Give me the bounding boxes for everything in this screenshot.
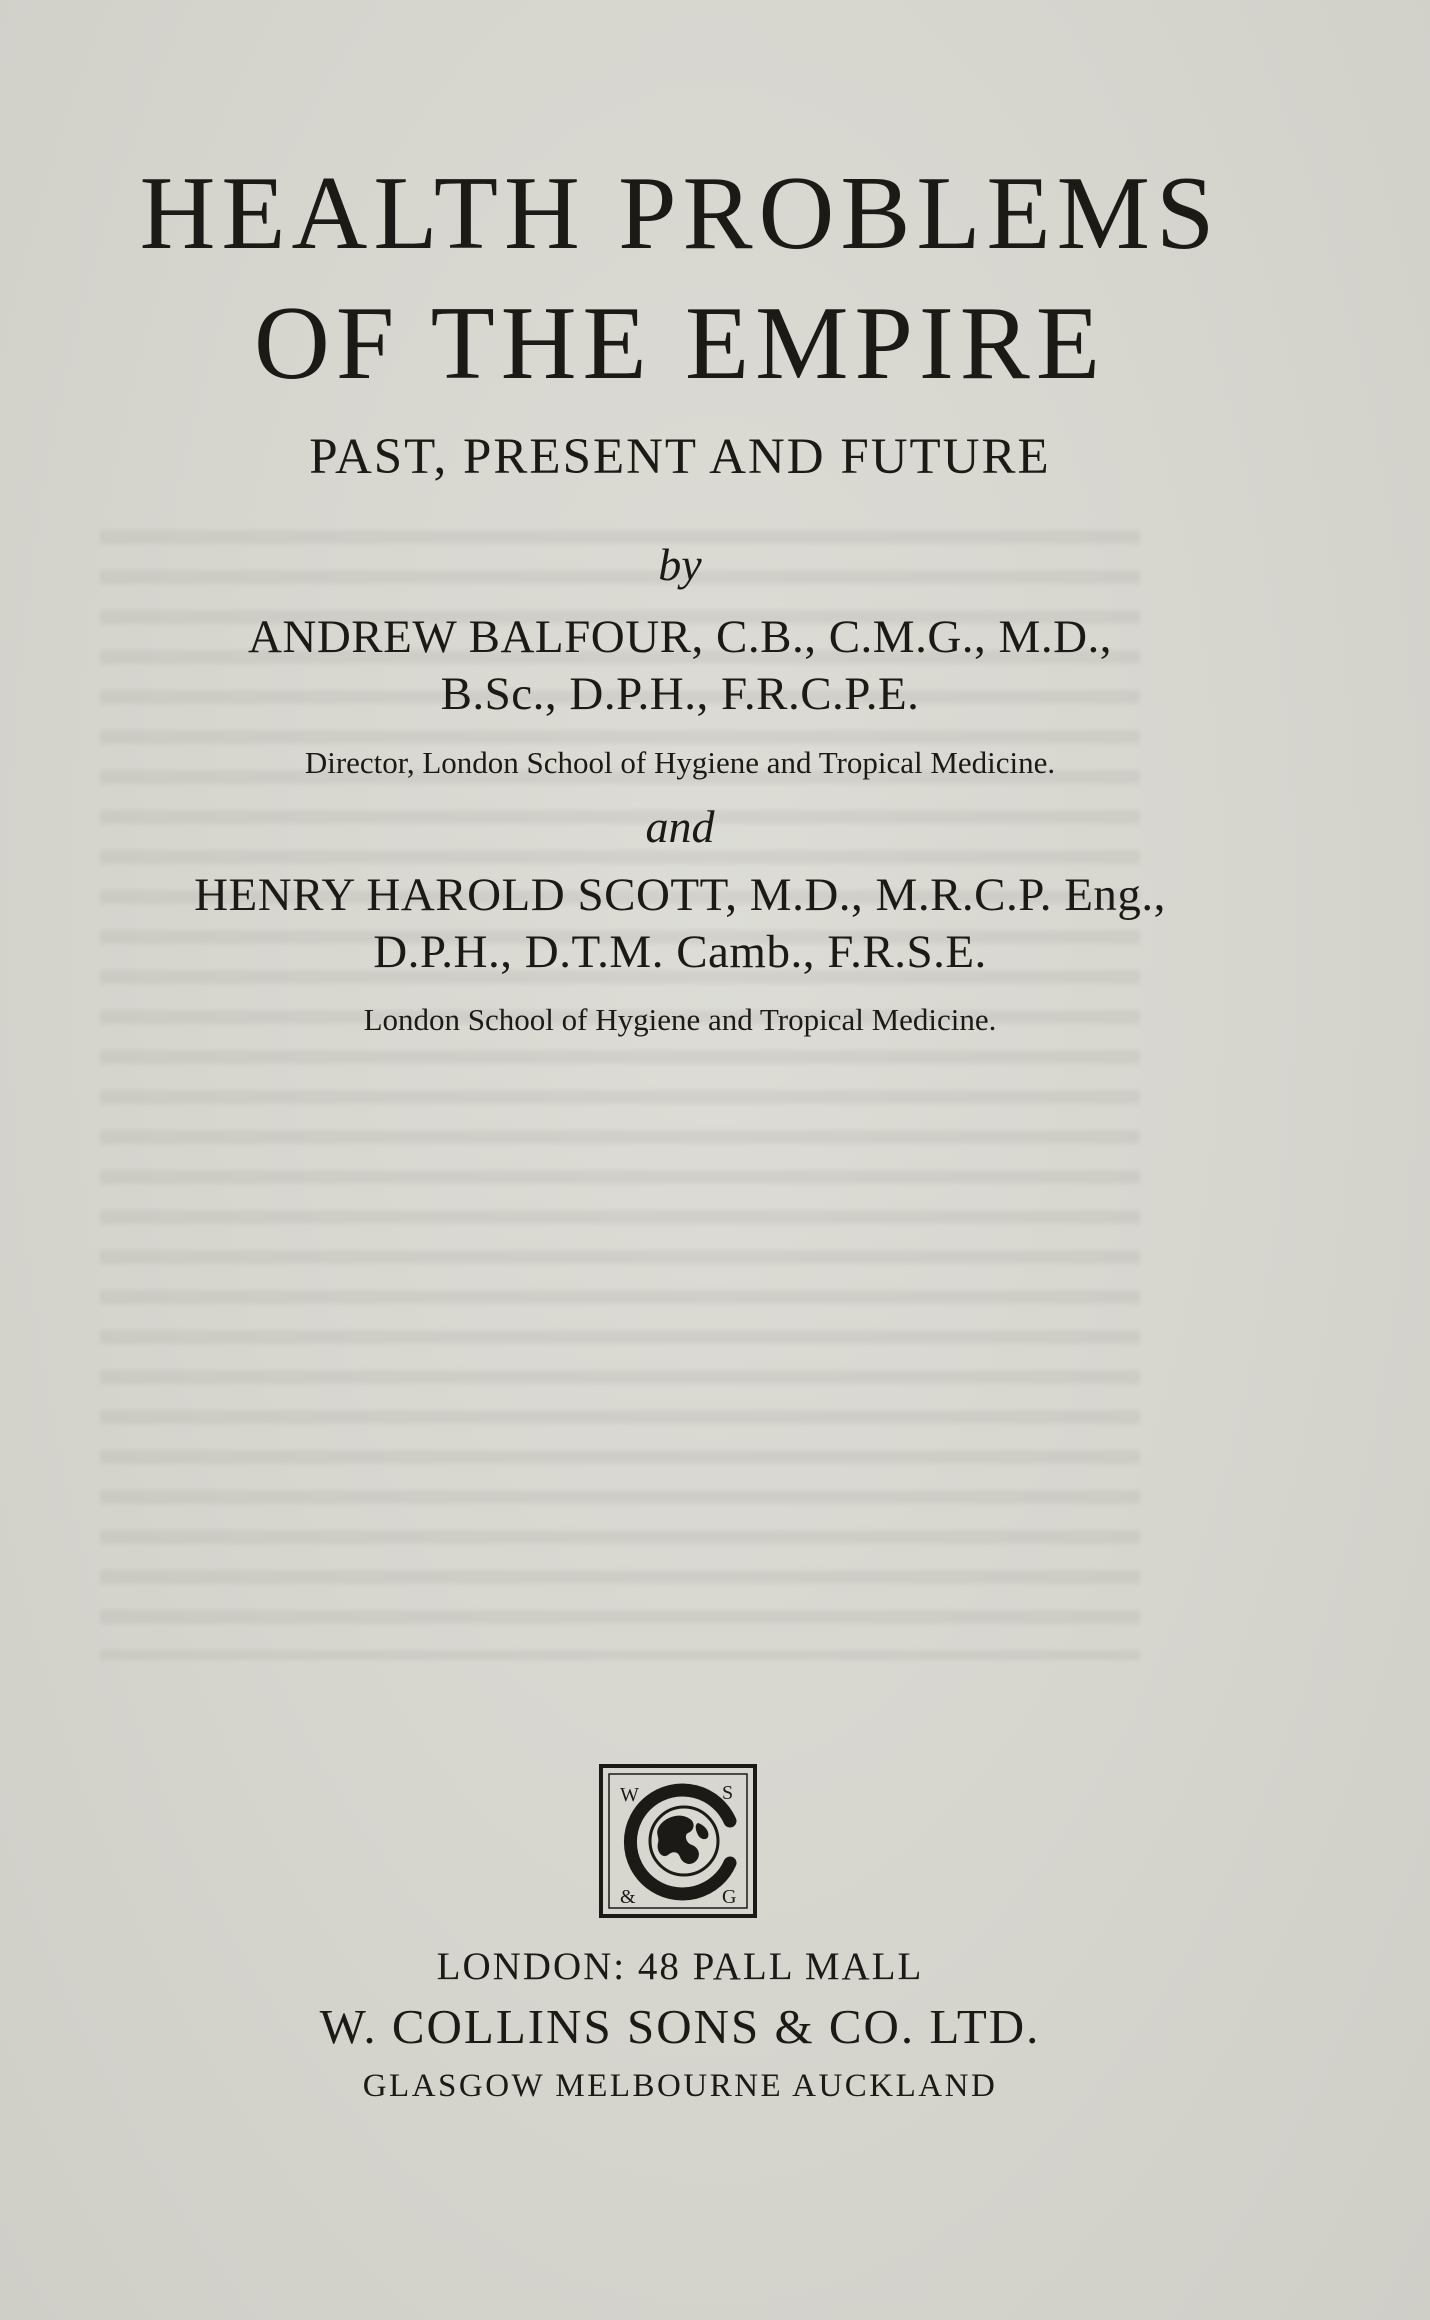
- and-label: and: [645, 801, 715, 852]
- author-2-affiliation: London School of Hygiene and Tropical Medicine.: [363, 1002, 997, 1037]
- author-1-affiliation: Director, London School of Hygiene and Tropical Medicine.: [304, 745, 1056, 780]
- publisher-logo-icon: [598, 1763, 758, 1919]
- author-1-degrees: B.Sc., D.P.H., F.R.C.P.E.: [440, 668, 920, 720]
- logo-letter-g: G: [722, 1886, 737, 1908]
- book-title-line-1: HEALTH PROBLEMS: [139, 154, 1221, 271]
- publisher-name: W. COLLINS SONS & CO. LTD.: [319, 1999, 1041, 2054]
- book-subtitle: PAST, PRESENT AND FUTURE: [309, 429, 1051, 485]
- publisher-address: LONDON: 48 PALL MALL: [436, 1945, 924, 1988]
- author-1-name: ANDREW BALFOUR, C.B., C.M.G., M.D.,: [247, 611, 1113, 663]
- logo-ampersand: &: [620, 1886, 636, 1908]
- author-2-degrees: D.P.H., D.T.M. Camb., F.R.S.E.: [373, 926, 987, 978]
- author-2-name: HENRY HAROLD SCOTT, M.D., M.R.C.P. Eng.,: [194, 869, 1166, 921]
- logo-letter-w: W: [620, 1784, 639, 1806]
- publisher-cities: GLASGOW MELBOURNE AUCKLAND: [362, 2068, 998, 2104]
- by-label: by: [658, 539, 702, 590]
- book-title-line-2: OF THE EMPIRE: [254, 284, 1106, 401]
- logo-letter-s: S: [722, 1782, 734, 1804]
